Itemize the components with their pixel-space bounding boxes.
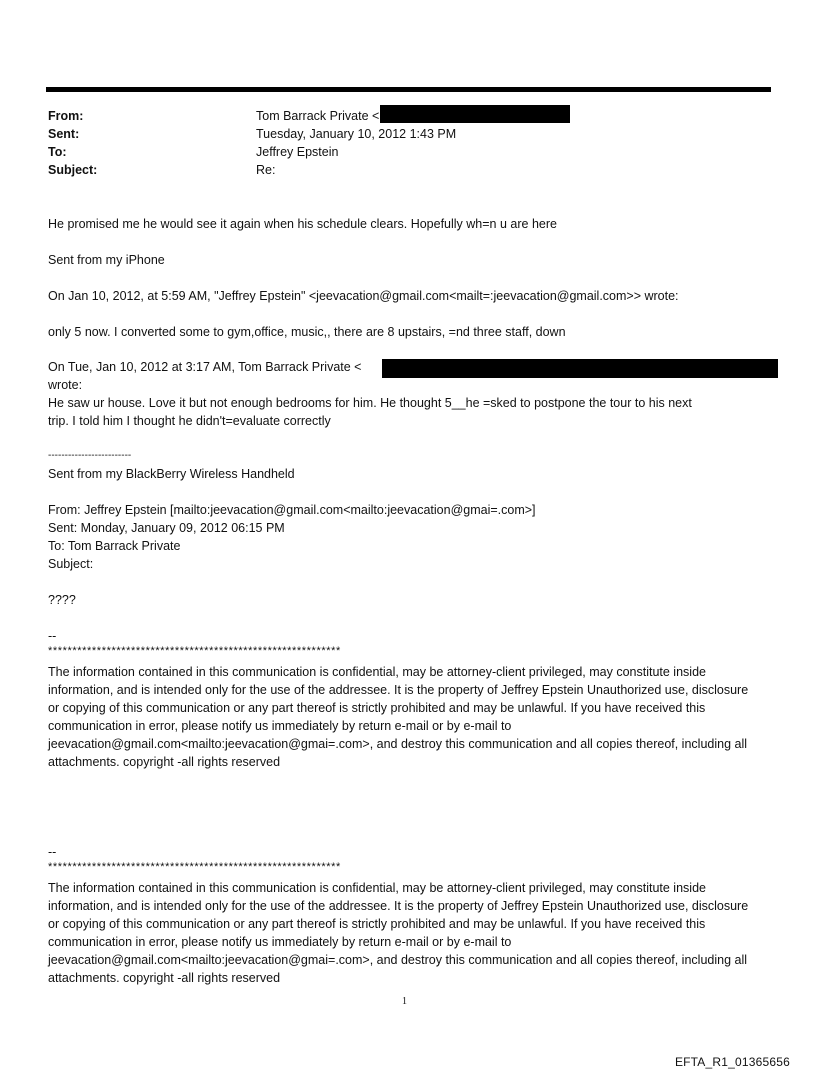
body-line-3: On Jan 10, 2012, at 5:59 AM, "Jeffrey Epstein" <jeevacation@gmail.com<mailt=:jeevacation@gmail.com>> wrote: <box>48 289 679 303</box>
body-line-1: He promised me he would see it again when his schedule clears. Hopefully wh=n u are here <box>48 217 557 231</box>
to-label: To: <box>48 145 67 159</box>
disclaimer-2-text: The information contained in this communication is confidential, may be attorney-client privileged, may constitute inside information, and is intended only for the use of the addressee. It is the property of Jeffrey Epstein Unauthorized use, disclosure or copying of this communication or any part thereof is strictly prohibited and may be unlawful. If you have received this communication in error, please notify us immediately by return e-mail or by e-mail to jeevacation@gmail.com<mailto:jeevacation@gmai=.com>, and destroy this communication and all copies thereof, including all attachments. copyright -all rights reserved <box>48 881 749 985</box>
header-rule <box>46 87 771 92</box>
body-line-12: Sent: Monday, January 09, 2012 06:15 PM <box>48 521 285 535</box>
body-line-11: From: Jeffrey Epstein [mailto:jeevacation@gmail.com<mailto:jeevacation@gmai=.com>] <box>48 503 536 517</box>
body-line-13: To: Tom Barrack Private <box>48 539 181 553</box>
to-value: Jeffrey Epstein <box>256 145 339 159</box>
disclaimer-1-dash: -- <box>48 629 57 643</box>
disclaimer-2-dash: -- <box>48 845 57 859</box>
body-line-8: trip. I told him I thought he didn't=evaluate correctly <box>48 414 331 428</box>
body-line-15: ???? <box>48 593 76 607</box>
body-line-4: only 5 now. I converted some to gym,office, music,, there are 8 upstairs, =nd three staff, down <box>48 325 566 339</box>
subject-label: Subject: <box>48 163 98 177</box>
disclaimer-1-stars: ************************************************************ <box>48 645 341 657</box>
sent-value: Tuesday, January 10, 2012 1:43 PM <box>256 127 457 141</box>
body-line-14: Subject: <box>48 557 94 571</box>
disclaimer-2-stars: ************************************************************ <box>48 861 341 873</box>
body-line-5: On Tue, Jan 10, 2012 at 3:17 AM, Tom Barrack Private < <box>48 360 362 374</box>
body-line-2: Sent from my iPhone <box>48 253 165 267</box>
subject-value: Re: <box>256 163 276 177</box>
body-line-7: He saw ur house. Love it but not enough bedrooms for him. He thought 5__he =sked to postpone the tour to his next <box>48 396 692 410</box>
redaction-box-from <box>380 105 570 123</box>
document-id: EFTA_R1_01365656 <box>674 1055 790 1069</box>
body-separator: ------------------------- <box>48 450 132 461</box>
page-number: 1 <box>402 996 407 1007</box>
disclaimer-1-text: The information contained in this communication is confidential, may be attorney-client privileged, may constitute inside information, and is intended only for the use of the addressee. It is the property of Jeffrey Epstein Unauthorized use, disclosure or copying of this communication or any part thereof is strictly prohibited and may be unlawful. If you have received this communication in error, please notify us immediately by return e-mail or by e-mail to jeevacation@gmail.com<mailto:jeevacation@gmai=.com>, and destroy this communication and all copies thereof, including all attachments. copyright -all rights reserved <box>48 665 749 769</box>
from-label: From: <box>48 109 84 123</box>
sent-label: Sent: <box>48 127 80 141</box>
from-value: Tom Barrack Private < <box>256 109 380 123</box>
redaction-box-quote <box>382 359 778 378</box>
body-line-10: Sent from my BlackBerry Wireless Handheld <box>48 467 295 481</box>
body-line-6: wrote: <box>48 378 83 392</box>
